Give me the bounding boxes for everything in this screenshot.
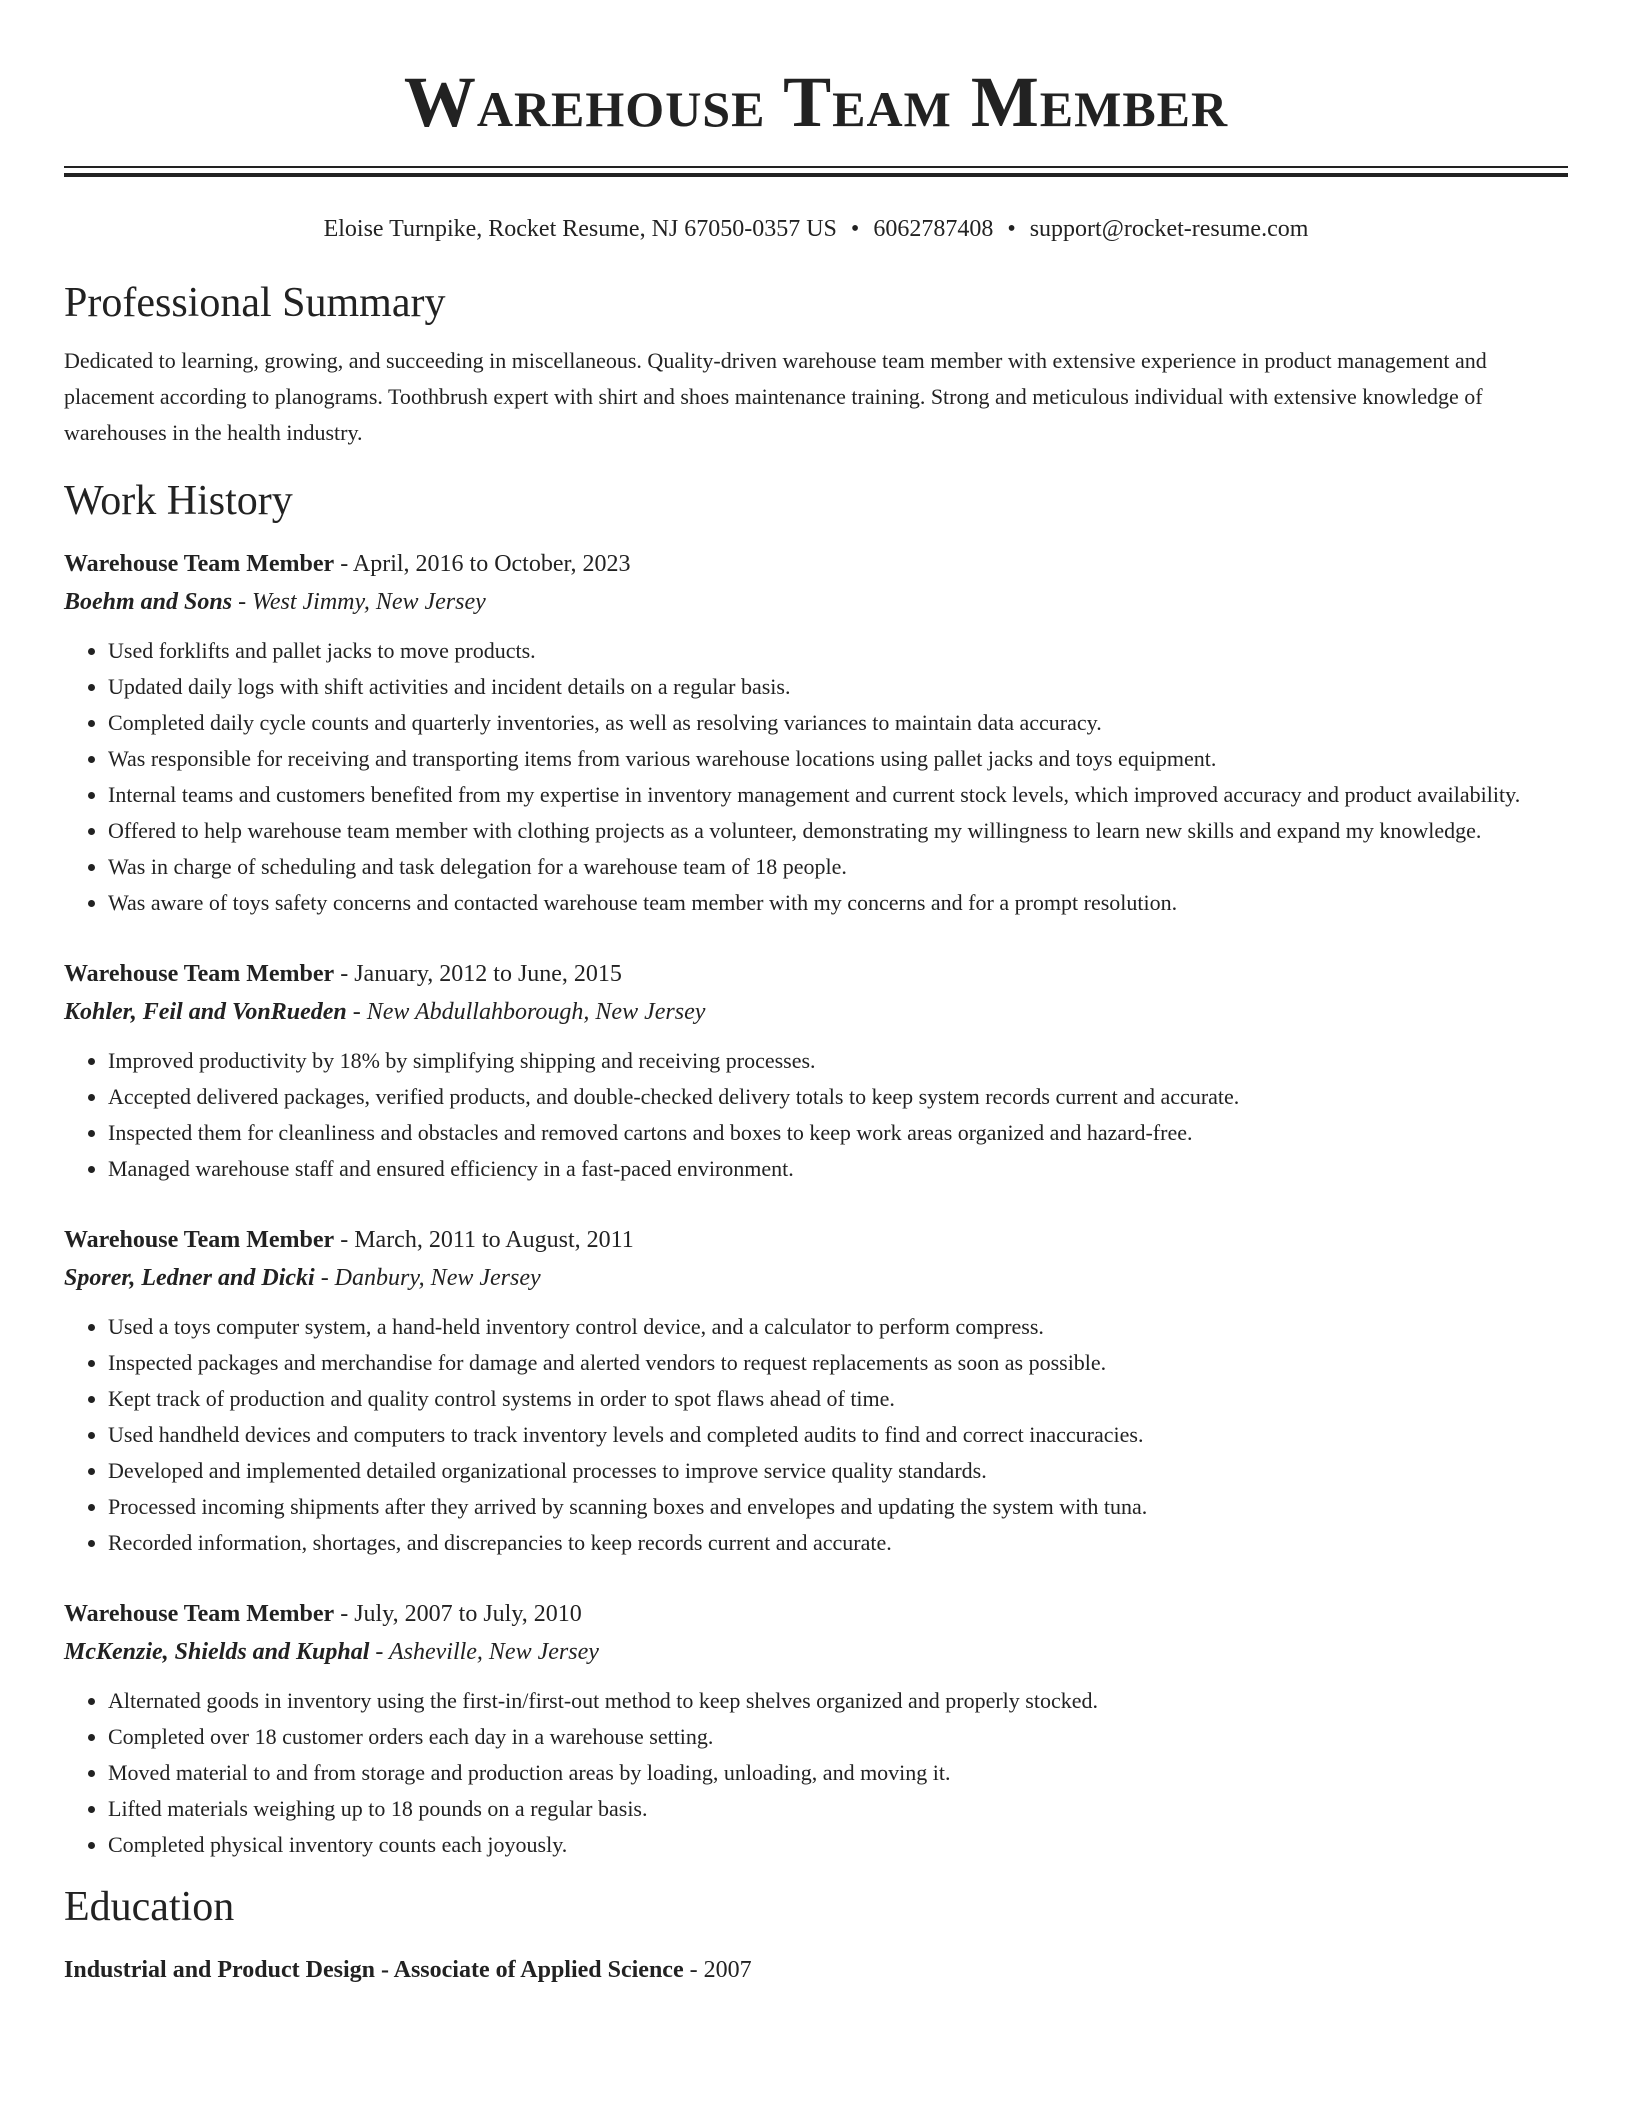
education-entry <box>64 1951 1568 1989</box>
employer-line <box>64 1259 1568 1297</box>
job-bullet: • Internal teams and customers benefited from my expertise in inventory management and current stock levels, which improved accuracy and product availability. <box>108 777 1568 813</box>
job-bullet: • Processed incoming shipments after they arrived by scanning boxes and envelopes and updating the system with tuna. <box>108 1489 1568 1525</box>
job-dates: - January, 2012 to June, 2015 <box>334 961 622 987</box>
job-bullet: • Kept track of production and quality control systems in order to spot flaws ahead of time. <box>108 1381 1568 1417</box>
job-bullet: • Recorded information, shortages, and discrepancies to keep records current and accurate. <box>108 1525 1568 1561</box>
job-bullet: • Alternated goods in inventory using the first-in/first-out method to keep shelves organized and properly stocked. <box>108 1683 1568 1719</box>
contact-line <box>64 213 1568 245</box>
employer-location: - Danbury, New Jersey <box>314 1265 541 1291</box>
document-title: Warehouse Team Member <box>403 62 1229 142</box>
job-bullet: • Moved material to and from storage and production areas by loading, unloading, and moving it. <box>108 1755 1568 1791</box>
job-bullet: • Updated daily logs with shift activities and incident details on a regular basis. <box>108 669 1568 705</box>
job-title-line <box>64 955 1568 993</box>
job-title-line <box>64 1595 1568 1633</box>
job-dates: - April, 2016 to October, 2023 <box>334 551 631 577</box>
contact-email: support@rocket-resume.com <box>1029 216 1309 242</box>
job-title-line <box>64 545 1568 583</box>
job-bullets <box>64 1683 1568 1863</box>
job-bullet: • Used forklifts and pallet jacks to move products. <box>108 633 1568 669</box>
job-bullets <box>64 1043 1568 1187</box>
job-dates: - July, 2007 to July, 2010 <box>334 1601 582 1627</box>
job-entry <box>64 1221 1568 1561</box>
education-heading: Education <box>64 1884 235 1930</box>
job-bullet: • Managed warehouse staff and ensured efficiency in a fast-paced environment. <box>108 1151 1568 1187</box>
contact-phone: 6062787408 <box>873 216 994 242</box>
resume-page <box>64 0 1568 1989</box>
employer-location: - New Abdullahborough, New Jersey <box>346 999 706 1025</box>
employer-line <box>64 583 1568 621</box>
job-entry <box>64 1595 1568 1863</box>
contact-separator: • <box>1007 216 1016 242</box>
work-history-heading: Work History <box>64 478 293 524</box>
job-bullets <box>64 633 1568 921</box>
job-bullets <box>64 1309 1568 1561</box>
employer-location: - Asheville, New Jersey <box>369 1639 599 1665</box>
job-dates: - March, 2011 to August, 2011 <box>334 1227 634 1253</box>
job-bullet: • Accepted delivered packages, verified products, and double-checked delivery totals to keep system records current and accurate. <box>108 1079 1568 1115</box>
job-bullet: • Inspected them for cleanliness and obstacles and removed cartons and boxes to keep work areas organized and hazard-free. <box>108 1115 1568 1151</box>
job-bullet: • Was responsible for receiving and transporting items from various warehouse locations using pallet jacks and toys equipment. <box>108 741 1568 777</box>
job-bullet: • Was aware of toys safety concerns and contacted warehouse team member with my concerns and for a prompt resolution. <box>108 885 1568 921</box>
employer-name: McKenzie, Shields and Kuphal <box>64 1639 370 1665</box>
job-bullet: • Was in charge of scheduling and task delegation for a warehouse team of 18 people. <box>108 849 1568 885</box>
job-bullet: • Used a toys computer system, a hand-held inventory control device, and a calculator to perform compress. <box>108 1309 1568 1345</box>
employer-line <box>64 1633 1568 1671</box>
job-title: Warehouse Team Member <box>64 1227 335 1253</box>
employer-name: Kohler, Feil and VonRueden <box>64 999 347 1025</box>
employer-location: - West Jimmy, New Jersey <box>232 589 486 615</box>
contact-separator: • <box>850 216 860 242</box>
job-bullet: • Used handheld devices and computers to track inventory levels and completed audits to find and correct inaccuracies. <box>108 1417 1568 1453</box>
title-divider-thin <box>64 166 1568 168</box>
summary-text: Dedicated to learning, growing, and succeeding in miscellaneous. Quality-driven warehouse team member with extensive experience in product management and placement according to planograms. Toothbrush expert with shirt and shoes maintenance training. Strong and meticulous individual with extensive knowledge of warehouses in the health industry. <box>64 348 1487 445</box>
job-bullet: • Completed daily cycle counts and quarterly inventories, as well as resolving variances to maintain data accuracy. <box>108 705 1568 741</box>
job-bullet: • Improved productivity by 18% by simplifying shipping and receiving processes. <box>108 1043 1568 1079</box>
contact-address: Eloise Turnpike, Rocket Resume, NJ 67050-0357 US <box>323 216 837 242</box>
job-bullet: • Inspected packages and merchandise for damage and alerted vendors to request replacements as soon as possible. <box>108 1345 1568 1381</box>
job-bullet: • Lifted materials weighing up to 18 pounds on a regular basis. <box>108 1791 1568 1827</box>
employer-line <box>64 993 1568 1031</box>
job-bullet: • Offered to help warehouse team member with clothing projects as a volunteer, demonstrating my willingness to learn new skills and expand my knowledge. <box>108 813 1568 849</box>
job-bullet: • Completed over 18 customer orders each day in a warehouse setting. <box>108 1719 1568 1755</box>
job-title: Warehouse Team Member <box>64 551 335 577</box>
job-entry <box>64 955 1568 1187</box>
job-bullet: • Developed and implemented detailed organizational processes to improve service quality standards. <box>108 1453 1568 1489</box>
education-year: - 2007 <box>683 1957 752 1983</box>
education-degree: Industrial and Product Design - Associate of Applied Science <box>64 1957 684 1983</box>
employer-name: Boehm and Sons <box>64 589 233 615</box>
summary-heading: Professional Summary <box>64 280 446 326</box>
job-entry <box>64 545 1568 921</box>
job-bullet: • Completed physical inventory counts each joyously. <box>108 1827 1568 1863</box>
job-title: Warehouse Team Member <box>64 961 335 987</box>
job-title-line <box>64 1221 1568 1259</box>
job-title: Warehouse Team Member <box>64 1601 335 1627</box>
employer-name: Sporer, Ledner and Dicki <box>64 1265 315 1291</box>
title-divider-thick <box>64 173 1568 177</box>
